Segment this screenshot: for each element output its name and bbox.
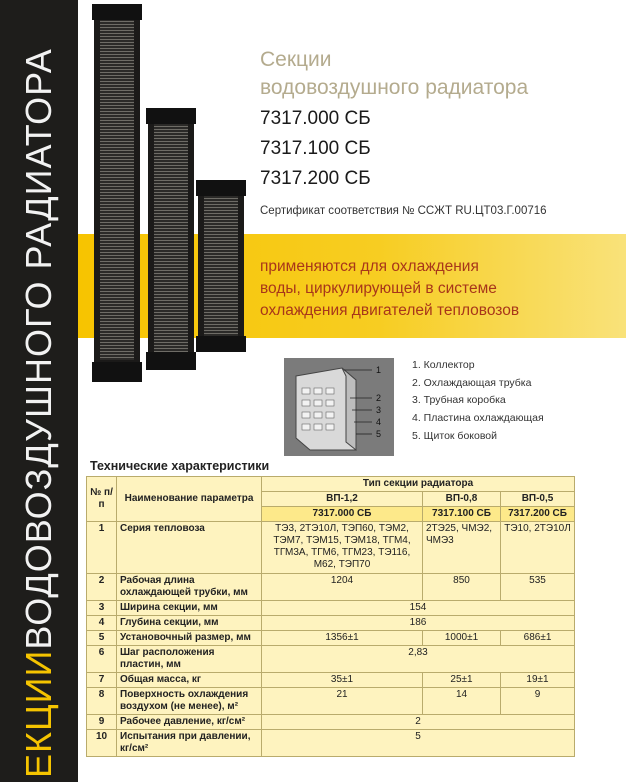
type-header: ВП-1,2 — [262, 492, 423, 507]
row-value: 14 — [423, 688, 501, 715]
row-number: 4 — [87, 616, 117, 631]
table-row — [87, 574, 575, 601]
row-value: 1204 — [262, 574, 423, 601]
col-group-header: Тип секции радиатора — [262, 477, 575, 492]
row-value: 186 — [262, 616, 575, 631]
row-param-name: Поверхность охлаждения воздухом (не менее), м² — [117, 688, 262, 715]
model-code-2: 7317.100 СБ — [260, 138, 371, 159]
model-code-1: 7317.000 СБ — [260, 108, 371, 129]
row-value: ТЭ10, 2ТЭ10Л — [501, 522, 575, 574]
model-code-3: 7317.200 СБ — [260, 168, 371, 189]
row-number: 8 — [87, 688, 117, 715]
row-value: 535 — [501, 574, 575, 601]
row-number: 3 — [87, 601, 117, 616]
code-header: 7317.000 СБ — [262, 507, 423, 522]
row-number: 7 — [87, 673, 117, 688]
code-header: 7317.100 СБ — [423, 507, 501, 522]
radiator-medium-icon — [146, 108, 196, 370]
row-value: 19±1 — [501, 673, 575, 688]
callout-4: 4 — [376, 417, 382, 427]
row-param-name: Серия тепловоза — [117, 522, 262, 574]
row-value: ТЭ3, 2ТЭ10Л, ТЭП60, ТЭМ2, ТЭМ7, ТЭМ15, ТЭМ18, ТГМ4, ТГМ3А, ТГМ6, ТГМ23, ТЭ116, М62, ТЭП70 — [262, 522, 423, 574]
row-param-name: Шаг расположения пластин, мм — [117, 646, 262, 673]
table-header-row — [87, 477, 575, 492]
page-title-line2: водовоздушного радиатора — [260, 76, 529, 99]
sidebar-vertical-title — [18, 48, 60, 778]
table-row — [87, 601, 575, 616]
row-value: 154 — [262, 601, 575, 616]
row-value: 850 — [423, 574, 501, 601]
certificate-text: Сертификат соответствия № ССЖТ RU.ЦТ03.Г.00716 — [260, 205, 547, 217]
radiator-sections-image — [86, 0, 258, 392]
row-value: 2ТЭ25, ЧМЭ2, ЧМЭ3 — [423, 522, 501, 574]
type-header: ВП-0,8 — [423, 492, 501, 507]
row-value: 5 — [262, 730, 575, 757]
row-number: 10 — [87, 730, 117, 757]
specs-table — [86, 476, 575, 757]
sidebar — [0, 0, 78, 782]
callout-3: 3 — [376, 405, 382, 415]
callout-2: 2 — [376, 393, 382, 403]
legend-item-5: 5. Щиток боковой — [412, 430, 497, 442]
row-param-name: Установочный размер, мм — [117, 631, 262, 646]
row-param-name: Глубина секции, мм — [117, 616, 262, 631]
row-param-name: Испытания при давлении, кг/см² — [117, 730, 262, 757]
row-value: 2,83 — [262, 646, 575, 673]
table-row — [87, 646, 575, 673]
page-title-line1: Секции — [260, 48, 332, 71]
row-number: 9 — [87, 715, 117, 730]
section-cutaway-diagram — [284, 358, 394, 456]
row-value: 21 — [262, 688, 423, 715]
specs-heading: Технические характеристики — [90, 459, 270, 473]
code-header: 7317.200 СБ — [501, 507, 575, 522]
row-param-name: Общая масса, кг — [117, 673, 262, 688]
callout-5: 5 — [376, 429, 382, 439]
legend-item-1: 1. Коллектор — [412, 359, 475, 371]
legend-item-3: 3. Трубная коробка — [412, 394, 506, 406]
type-header: ВП-0,5 — [501, 492, 575, 507]
table-row — [87, 730, 575, 757]
usage-line1: применяются для охлаждения — [260, 258, 479, 275]
row-number: 5 — [87, 631, 117, 646]
row-param-name: Рабочее давление, кг/см² — [117, 715, 262, 730]
usage-line3: охлаждения двигателей тепловозов — [260, 302, 520, 319]
radiator-small-icon — [196, 180, 246, 352]
table-row — [87, 715, 575, 730]
sidebar-title-part1: ЕКЦИИ — [18, 649, 59, 778]
row-value: 1356±1 — [262, 631, 423, 646]
callout-1: 1 — [376, 365, 382, 375]
col-num-header: № п/п — [87, 477, 117, 522]
row-value: 9 — [501, 688, 575, 715]
sidebar-title-part2: ВОДОВОЗДУШНОГО РАДИАТОРА — [18, 48, 59, 650]
row-value: 1000±1 — [423, 631, 501, 646]
row-value: 25±1 — [423, 673, 501, 688]
row-param-name: Рабочая длина охлаждающей трубки, мм — [117, 574, 262, 601]
table-row — [87, 522, 575, 574]
table-row — [87, 616, 575, 631]
radiator-large-icon — [92, 4, 142, 382]
usage-line2: воды, циркулирующей в системе — [260, 280, 497, 297]
row-param-name: Ширина секции, мм — [117, 601, 262, 616]
table-row — [87, 631, 575, 646]
row-number: 6 — [87, 646, 117, 673]
legend-item-2: 2. Охлаждающая трубка — [412, 377, 532, 389]
table-row — [87, 688, 575, 715]
row-value: 686±1 — [501, 631, 575, 646]
legend-item-4: 4. Пластина охлаждающая — [412, 412, 544, 424]
row-value: 2 — [262, 715, 575, 730]
row-number: 1 — [87, 522, 117, 574]
row-value: 35±1 — [262, 673, 423, 688]
row-number: 2 — [87, 574, 117, 601]
table-row — [87, 673, 575, 688]
col-name-header: Наименование параметра — [117, 477, 262, 522]
